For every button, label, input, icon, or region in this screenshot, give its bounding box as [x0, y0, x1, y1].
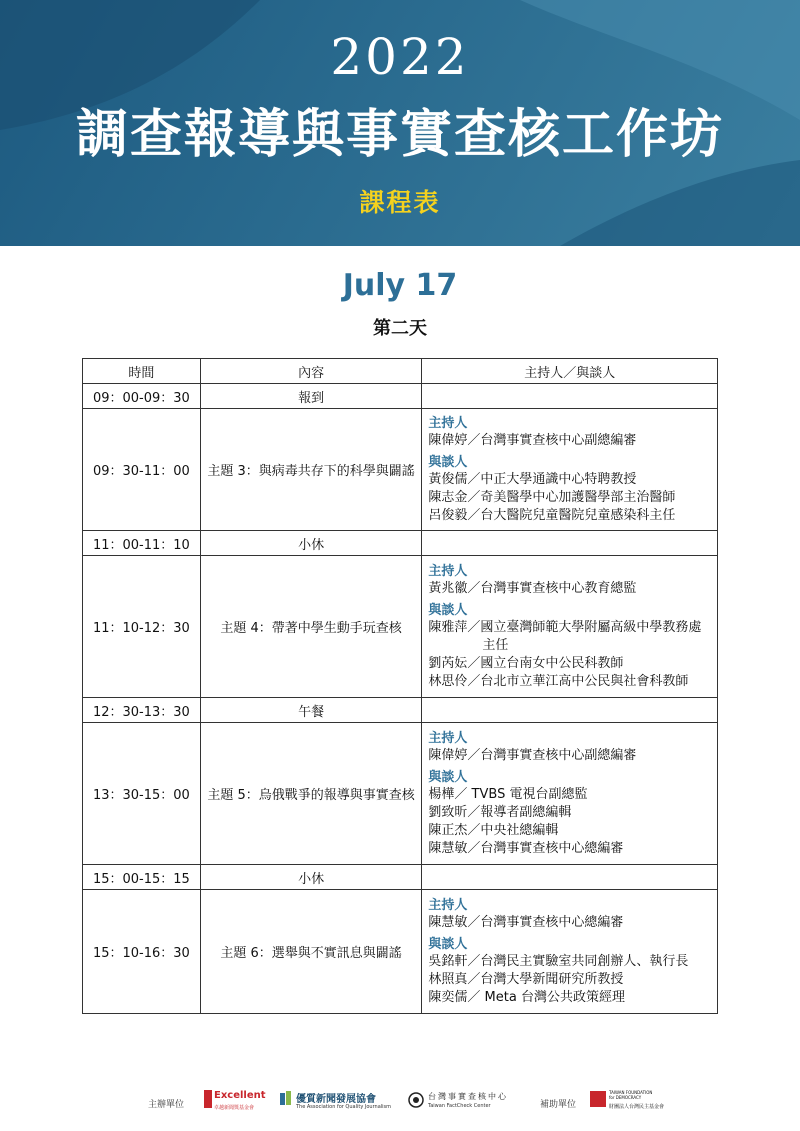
- factcheck-eye-icon: [408, 1092, 424, 1108]
- panelist: 劉致昕／報導者副總編輯: [428, 804, 572, 820]
- host-label: 主持人: [428, 730, 468, 746]
- panel-label: 與談人: [428, 454, 468, 470]
- panelist: 陳慧敏／台灣事實查核中心總編審: [428, 840, 624, 856]
- panelist: 呂俊毅／台大醫院兒童醫院兒童感染科主任: [428, 507, 676, 523]
- schedule-table: [82, 358, 718, 1014]
- row-content: 主題 4：帶著中學生動手玩查核: [200, 556, 422, 698]
- table-row: [83, 890, 718, 1014]
- panel-label: 與談人: [428, 769, 468, 785]
- table-row: [83, 698, 718, 723]
- banner-subtitle: 課程表: [359, 188, 441, 217]
- panelist: 劉芮妘／國立台南女中公民科教師: [428, 655, 624, 671]
- host-name: 陳慧敏／台灣事實查核中心總編審: [428, 914, 624, 930]
- table-row: [83, 531, 718, 556]
- logo3-en: Taiwan FactCheck Center: [428, 1103, 491, 1109]
- host-label: 主持人: [428, 415, 468, 431]
- row-content: 主題 3：與病毒共存下的科學與闢謠: [200, 409, 422, 531]
- row-time: 15：10-16：30: [83, 890, 201, 1014]
- row-people: [422, 865, 718, 890]
- logo2-en: The Association for Quality Journalism: [296, 1104, 392, 1110]
- row-people: [422, 723, 718, 865]
- table-row: [83, 409, 718, 531]
- logo3-name: 台灣事實查核中心: [428, 1092, 508, 1101]
- organizer-label: 主辦單位: [148, 1100, 185, 1110]
- row-content: 小休: [200, 865, 422, 890]
- table-header-row: [83, 359, 718, 384]
- panel-label: 與談人: [428, 602, 468, 618]
- panelist: 林照真／台灣大學新聞研究所教授: [428, 971, 624, 987]
- panelist: 黃俊儒／中正大學通識中心特聘教授: [428, 471, 637, 487]
- excellent-mark-icon: [204, 1090, 212, 1108]
- host-label: 主持人: [428, 563, 468, 579]
- panelist: 陳正杰／中央社總編輯: [428, 822, 559, 838]
- democracy-foundation-logo: [590, 1088, 665, 1116]
- panelist-continued: 主任: [482, 637, 509, 653]
- panelist: 楊樺／ TVBS 電視台副總監: [428, 786, 588, 802]
- host-name: 陳偉婷／台灣事實查核中心副總編審: [428, 432, 637, 448]
- row-time: 11：10-12：30: [83, 556, 201, 698]
- host-name: 陳偉婷／台灣事實查核中心副總編審: [428, 747, 637, 763]
- table-row: [83, 556, 718, 698]
- header-time: 時間: [83, 359, 201, 384]
- row-time: 13：30-15：00: [83, 723, 201, 865]
- row-time: 12：30-13：30: [83, 698, 201, 723]
- panelist: 林思伶／台北市立華江高中公民與社會科教師: [428, 673, 689, 689]
- schedule-day: 第二天: [373, 318, 427, 339]
- quality-journalism-logo: [280, 1088, 392, 1116]
- row-time: 09：30-11：00: [83, 409, 201, 531]
- banner-year: 2022: [330, 28, 470, 86]
- logo2-name: 優質新聞發展協會: [296, 1094, 376, 1105]
- democracy-mark-icon: [590, 1091, 606, 1107]
- row-time: 09：00-09：30: [83, 384, 201, 409]
- row-people: [422, 409, 718, 531]
- panelist: 陳志金／奇美醫學中心加護醫學部主治醫師: [428, 489, 676, 505]
- table-row: [83, 865, 718, 890]
- panelist: 陳雅萍／國立臺灣師範大學附屬高級中學教務處: [428, 619, 702, 635]
- row-content: 午餐: [200, 698, 422, 723]
- row-people: [422, 384, 718, 409]
- logo1-text: Excellent: [214, 1090, 266, 1101]
- header-content: 內容: [200, 359, 422, 384]
- row-time: 11：00-11：10: [83, 531, 201, 556]
- excellent-journalism-logo: [204, 1088, 264, 1116]
- schedule-date: July 17: [342, 268, 458, 303]
- row-people: [422, 556, 718, 698]
- host-name: 黃兆徽／台灣事實查核中心教育總監: [428, 580, 637, 596]
- row-people: [422, 531, 718, 556]
- row-content: 主題 6：選舉與不實訊息與闢謠: [200, 890, 422, 1014]
- footer-logos: [0, 1088, 800, 1118]
- row-time: 15：00-15：15: [83, 865, 201, 890]
- quality-journalism-icon: [280, 1091, 292, 1107]
- row-content: 報到: [200, 384, 422, 409]
- panelist: 吳銘軒／台灣民主實驗室共同創辦人、執行長: [428, 953, 689, 969]
- row-people: [422, 890, 718, 1014]
- row-content: 小休: [200, 531, 422, 556]
- logo1-sub: 卓越新聞獎基金會: [214, 1105, 255, 1111]
- header-banner: [0, 0, 800, 246]
- row-content: 主題 5：烏俄戰爭的報導與事實查核: [200, 723, 422, 865]
- logo4-en: TAIWAN FOUNDATION for DEMOCRACY: [609, 1090, 653, 1100]
- sponsor-label: 補助單位: [540, 1100, 577, 1110]
- factcheck-center-logo: [408, 1088, 508, 1116]
- panelist: 陳奕儒／ Meta 台灣公共政策經理: [428, 989, 625, 1005]
- row-people: [422, 698, 718, 723]
- table-row: [83, 723, 718, 865]
- panel-label: 與談人: [428, 936, 468, 952]
- host-label: 主持人: [428, 897, 468, 913]
- header-people: 主持人／與談人: [422, 359, 718, 384]
- logo4-zh: 財團法人台灣民主基金會: [609, 1104, 665, 1110]
- table-row: [83, 384, 718, 409]
- banner-title: 調查報導與事實查核工作坊: [75, 105, 724, 165]
